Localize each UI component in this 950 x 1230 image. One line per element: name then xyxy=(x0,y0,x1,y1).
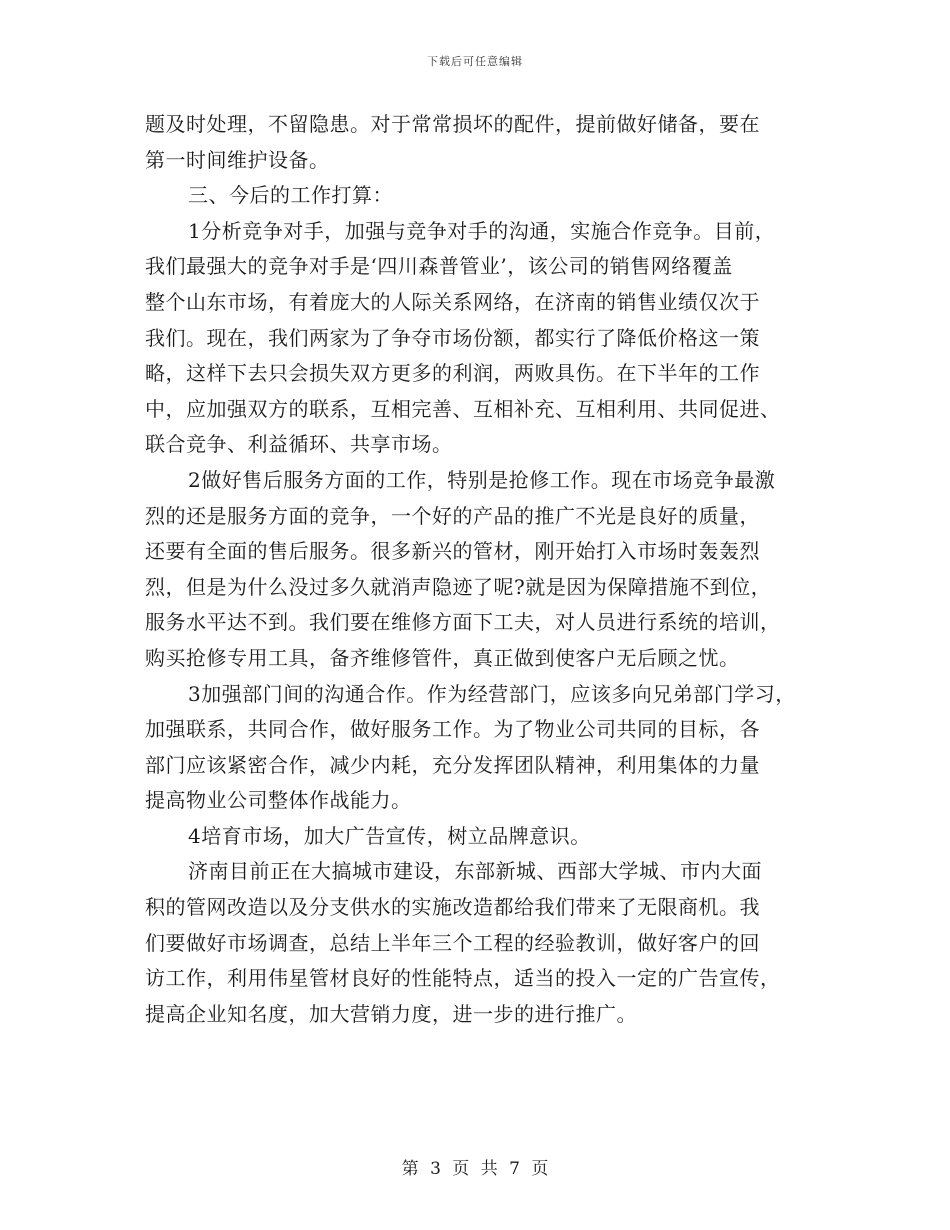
text-line: 济南目前正在大搞城市建设，东部新城、西部大学城、市内大面 xyxy=(188,859,762,884)
text-line: 提高物业公司整体作战能力。 xyxy=(145,788,412,813)
text-line: 1分析竞争对手，加强与竞争对手的沟通，实施合作竞争。目前， xyxy=(188,218,776,243)
text-line: 中，应加强双方的联系，互相完善、互相补充、互相利用、共同促进、 xyxy=(145,396,781,421)
text-line: 三、今后的工作打算： xyxy=(188,183,393,208)
text-line: 4培育市场，加大广告宣传，树立品牌意识。 xyxy=(188,823,591,848)
text-line: 略，这样下去只会损失双方更多的利润，两败具伤。在下半年的工作 xyxy=(145,361,760,386)
text-line: 访工作，利用伟星管材良好的性能特点，适当的投入一定的广告宣传， xyxy=(145,966,781,991)
text-line: 还要有全面的售后服务。很多新兴的管材，刚开始打入市场时轰轰烈 xyxy=(145,539,760,564)
text-line: 我们最强大的竞争对手是‘四川森普管业’，该公司的销售网络覆盖 xyxy=(145,254,733,279)
text-line: 购买抢修专用工具，备齐维修管件，真正做到使客户无后顾之忧。 xyxy=(145,645,740,670)
text-line: 联合竞争、利益循环、共享市场。 xyxy=(145,432,453,457)
page-number: 第 3 页 共 7 页 xyxy=(401,1159,549,1179)
text-line: 们要做好市场调查，总结上半年三个工程的经验教训，做好客户的回 xyxy=(145,930,760,955)
text-line: 3加强部门间的沟通合作。作为经营部门，应该多向兄弟部门学习， xyxy=(188,681,796,706)
page-header-note: 下载后可任意编辑 xyxy=(427,55,523,68)
document-body xyxy=(145,107,810,1032)
text-line: 积的管网改造以及分支供水的实施改造都给我们带来了无限商机。我 xyxy=(145,895,760,920)
text-line: 烈的还是服务方面的竞争，一个好的产品的推广不光是良好的质量， xyxy=(145,503,760,528)
text-line: 烈，但是为什么没过多久就消声隐迹了呢?就是因为保障措施不到位， xyxy=(145,574,772,599)
text-line: 部门应该紧密合作，减少内耗，充分发挥团队精神，利用集体的力量 xyxy=(145,752,760,777)
text-line: 服务水平达不到。我们要在维修方面下工夫，对人员进行系统的培训， xyxy=(145,610,781,635)
text-line: 提高企业知名度，加大营销力度，进一步的进行推广。 xyxy=(145,1001,637,1026)
text-line: 整个山东市场，有着庞大的人际关系网络，在济南的销售业绩仅次于 xyxy=(145,289,760,314)
text-line: 题及时处理，不留隐患。对于常常损坏的配件，提前做好储备，要在 xyxy=(145,112,760,136)
text-line: 2做好售后服务方面的工作，特别是抢修工作。现在市场竞争最激 xyxy=(188,467,776,492)
text-line: 我们。现在，我们两家为了争夺市场份额，都实行了降低价格这一策 xyxy=(145,325,760,350)
text-line: 加强联系，共同合作，做好服务工作。为了物业公司共同的目标，各 xyxy=(145,717,760,742)
text-line: 第一时间维护设备。 xyxy=(145,147,330,172)
